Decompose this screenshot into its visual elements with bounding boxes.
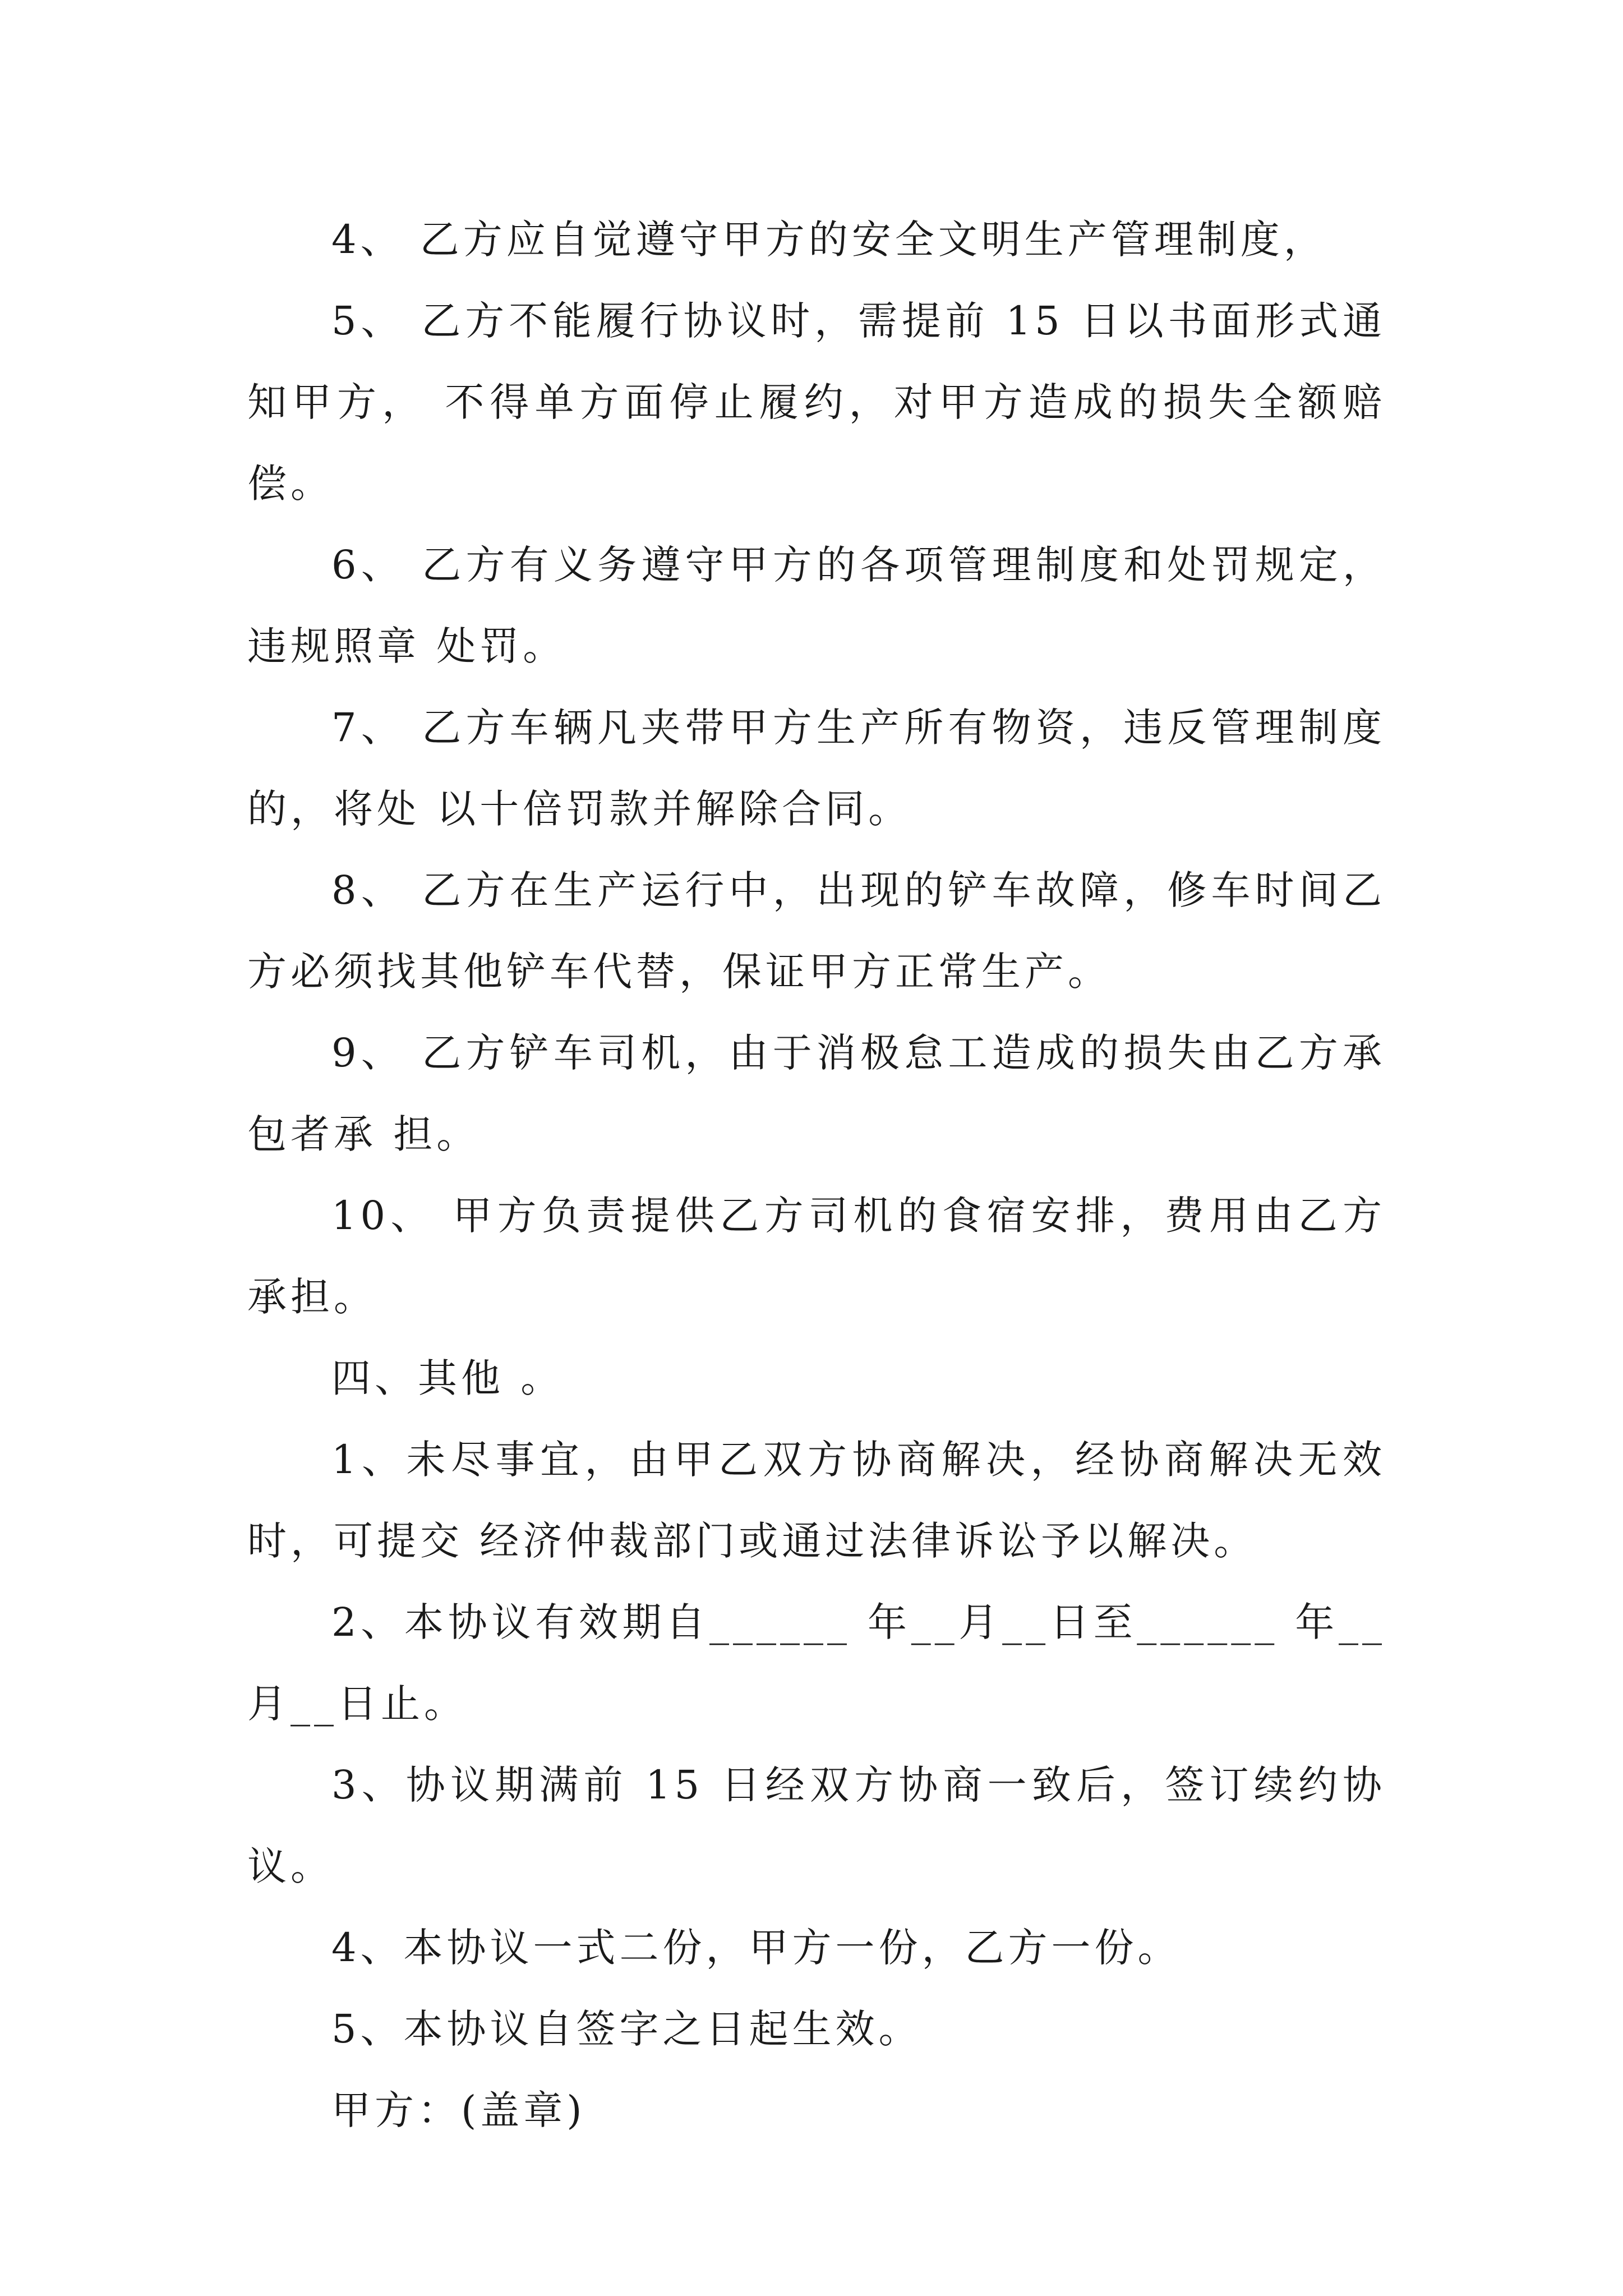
clause-9-driver-negligence: 9、 乙方铲车司机，由于消极怠工造成的损失由乙方承包者承 担。 [247, 1030, 1386, 1157]
section-heading-other: 四、其他 。 [331, 1355, 564, 1401]
clause-10-accommodation: 10、 甲方负责提供乙方司机的食宿安排，费用由乙方承担。 [247, 1193, 1386, 1320]
other-clause-4-copies: 4、本协议一式二份，甲方一份，乙方一份。 [331, 1925, 1181, 1971]
document-body [247, 199, 1386, 2151]
other-clause-3-renewal: 3、协议期满前 15 日经双方协商一致后，签订续约协议。 [247, 1762, 1386, 1889]
other-clause-5-effective-date: 5、本协议自签字之日起生效。 [331, 2006, 922, 2052]
clause-5-termination-notice: 5、 乙方不能履行协议时，需提前 15 日以书面形式通知甲方， 不得单方面停止履约，对甲方造成的损失全额赔偿。 [247, 298, 1386, 507]
party-a-signature-line: 甲方：(盖章) [331, 2087, 586, 2133]
clause-7-material-smuggling: 7、 乙方车辆凡夹带甲方生产所有物资，违反管理制度的，将处 以十倍罚款并解除合同。 [247, 705, 1386, 832]
other-clause-1-disputes: 1、未尽事宜，由甲乙双方协商解决，经协商解决无效时，可提交 经济仲裁部门或通过法律诉讼予以解决。 [247, 1437, 1386, 1564]
other-clause-2-validity-period: 2、本协议有效期自______ 年__月__日至______ 年__月__日止。 [247, 1599, 1386, 1727]
clause-8-loader-breakdown: 8、 乙方在生产运行中，出现的铲车故障，修车时间乙方必须找其他铲车代替，保证甲方正常生产。 [247, 867, 1386, 995]
clause-6-management-rules: 6、 乙方有义务遵守甲方的各项管理制度和处罚规定，违规照章 处罚。 [247, 542, 1386, 669]
clause-4-safety-rules: 4、 乙方应自觉遵守甲方的安全文明生产管理制度， [331, 217, 1327, 263]
